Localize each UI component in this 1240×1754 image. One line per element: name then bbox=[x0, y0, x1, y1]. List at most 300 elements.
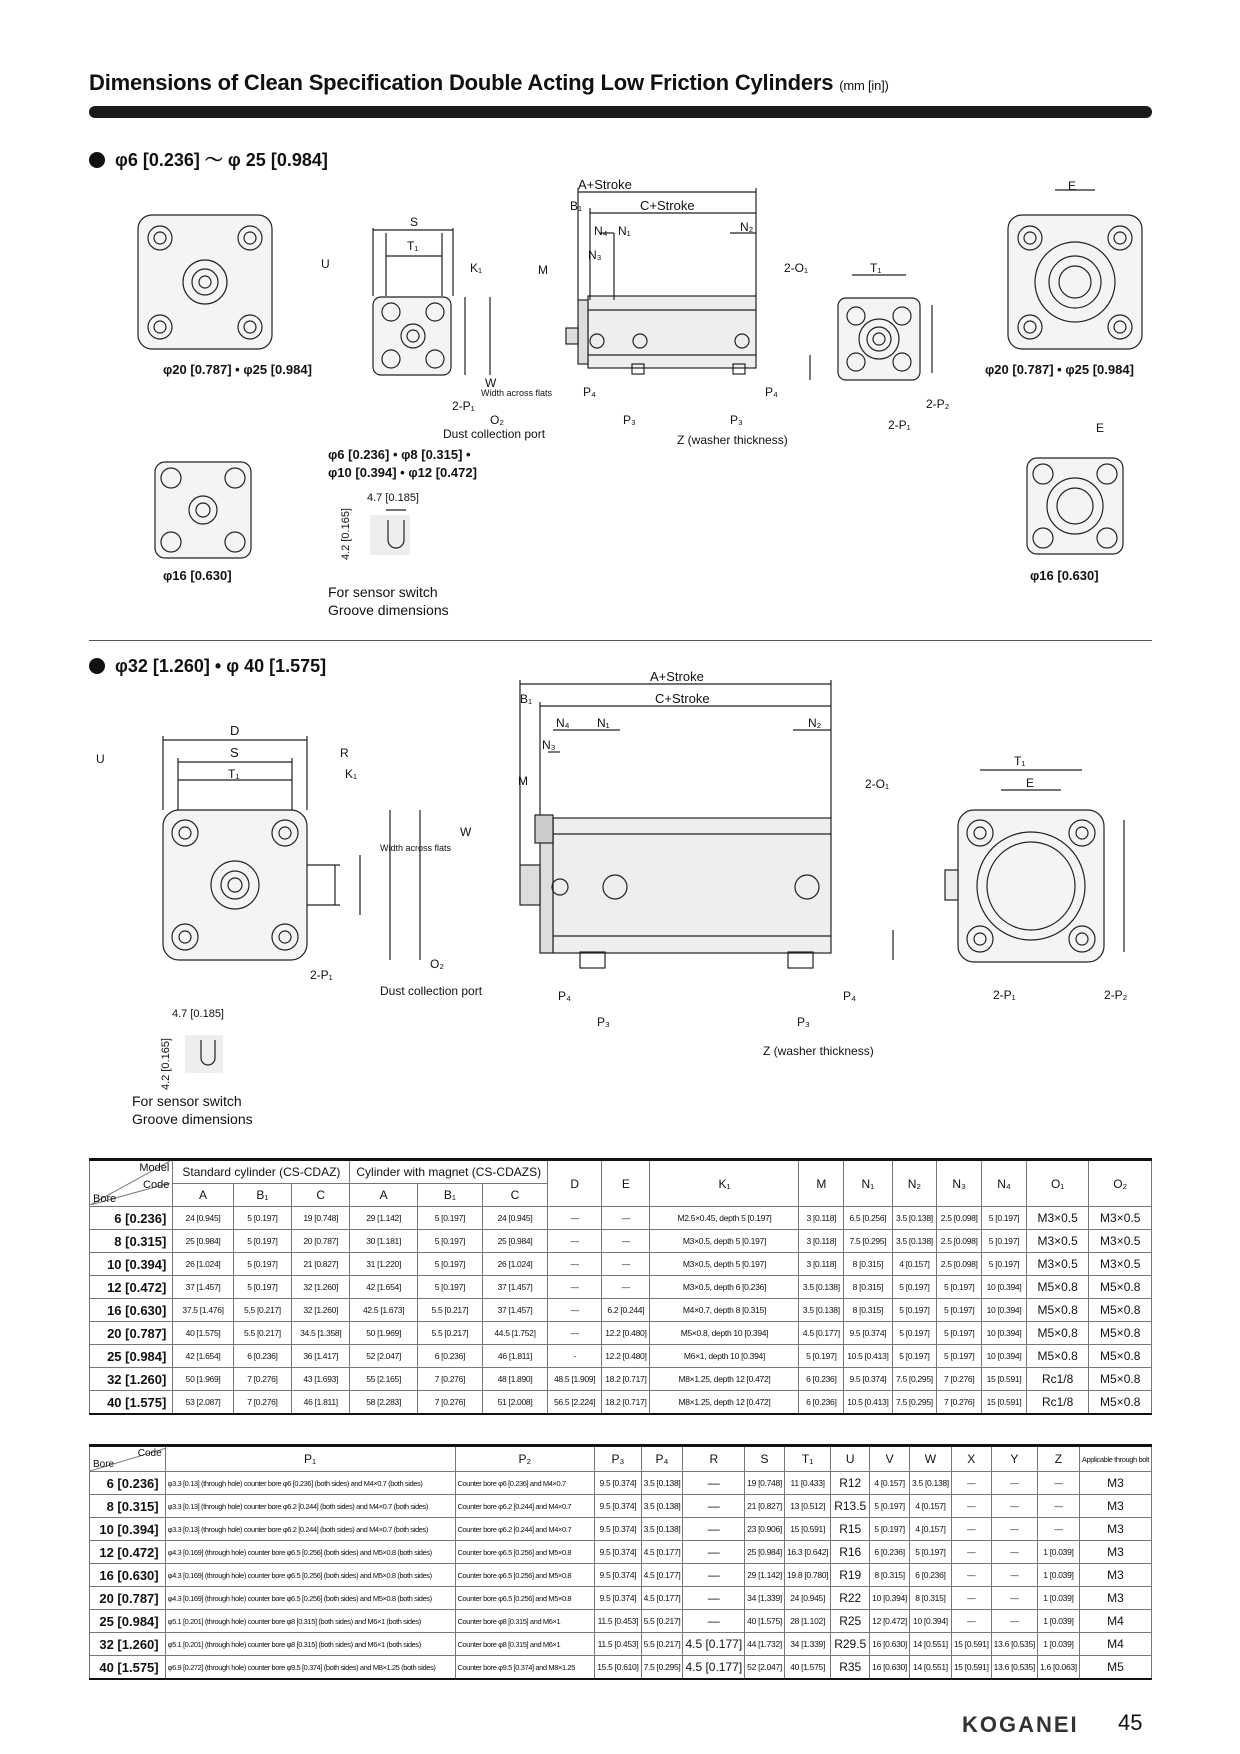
table-cell: — bbox=[991, 1610, 1037, 1633]
bore-cell: 10 [0.394] bbox=[90, 1253, 173, 1276]
table-cell: 18.2 [0.717] bbox=[602, 1391, 650, 1415]
table-cell: Rc1/8 bbox=[1026, 1391, 1089, 1415]
table-cell: 7 [0.276] bbox=[937, 1391, 982, 1415]
svg-text:P₃: P₃ bbox=[623, 413, 636, 427]
table-cell: 23 [0.906] bbox=[745, 1518, 785, 1541]
header-cell: S bbox=[745, 1446, 785, 1472]
table-cell: Counter bore φ6.5 [0.256] and M5×0.8 bbox=[455, 1564, 595, 1587]
table-cell: 5 [0.197] bbox=[233, 1276, 291, 1299]
table-cell: M4 bbox=[1079, 1610, 1151, 1633]
width-flats-label-2: Width across flats bbox=[380, 843, 452, 853]
table-cell: — bbox=[548, 1230, 602, 1253]
table-cell: M3×0.5 bbox=[1026, 1207, 1089, 1230]
table-cell: 5 [0.197] bbox=[233, 1253, 291, 1276]
bore-cell: 16 [0.630] bbox=[90, 1299, 173, 1322]
table-cell: — bbox=[951, 1610, 991, 1633]
table-cell: M3 bbox=[1079, 1495, 1151, 1518]
svg-text:B₁: B₁ bbox=[570, 199, 583, 213]
table-cell: 5 [0.197] bbox=[937, 1276, 982, 1299]
bore-cell: 8 [0.315] bbox=[90, 1230, 173, 1253]
svg-text:M: M bbox=[518, 774, 528, 788]
table-cell: Counter bore φ6.2 [0.244] and M4×0.7 bbox=[455, 1518, 595, 1541]
table-cell: 6.2 [0.244] bbox=[602, 1299, 650, 1322]
bore-cell: 40 [1.575] bbox=[90, 1391, 173, 1415]
table-cell: 9.5 [0.374] bbox=[844, 1368, 892, 1391]
table-cell: 2.5 [0.098] bbox=[937, 1207, 982, 1230]
header-cell: Applicable through bolt bbox=[1079, 1446, 1151, 1472]
table-cell: 11.5 [0.453] bbox=[595, 1610, 641, 1633]
dust-port-label-1: Dust collection port bbox=[443, 427, 546, 441]
svg-text:S: S bbox=[410, 215, 419, 229]
table-cell: 3.5 [0.138] bbox=[641, 1518, 683, 1541]
table-cell: 13.6 [0.535] bbox=[991, 1656, 1037, 1680]
table-cell: 6 [0.236] bbox=[799, 1368, 844, 1391]
table-cell: — bbox=[951, 1518, 991, 1541]
table-cell: M4×0.7, depth 8 [0.315] bbox=[650, 1299, 799, 1322]
table-cell: 21 [0.827] bbox=[292, 1253, 350, 1276]
table-cell: 40 [1.575] bbox=[784, 1656, 830, 1680]
table-cell: 10.5 [0.413] bbox=[844, 1391, 892, 1415]
bore-cell: 25 [0.984] bbox=[90, 1345, 173, 1368]
table-cell: 32 [1.260] bbox=[292, 1299, 350, 1322]
table-cell: 58 [2.283] bbox=[350, 1391, 417, 1415]
table-cell: 8 [0.315] bbox=[844, 1276, 892, 1299]
table-cell: — bbox=[951, 1564, 991, 1587]
dimensions-table-2 bbox=[89, 1444, 1152, 1680]
table-cell: 42 [1.654] bbox=[173, 1345, 233, 1368]
header-cell: P₄ bbox=[641, 1446, 683, 1472]
table-cell: 9.5 [0.374] bbox=[595, 1587, 641, 1610]
table-cell: R25 bbox=[831, 1610, 870, 1633]
table-cell: 25 [0.984] bbox=[173, 1230, 233, 1253]
table-cell: 6.5 [0.256] bbox=[844, 1207, 892, 1230]
table-cell: 16 [0.630] bbox=[870, 1656, 910, 1680]
table-cell: 5 [0.197] bbox=[417, 1276, 482, 1299]
table-cell: 44.5 [1.752] bbox=[482, 1322, 547, 1345]
unit-note: (mm [in]) bbox=[839, 78, 889, 93]
table-cell: 10 [0.394] bbox=[982, 1345, 1027, 1368]
table-cell: 20 [0.787] bbox=[292, 1230, 350, 1253]
svg-text:O₂: O₂ bbox=[430, 957, 444, 971]
header-cell: C bbox=[292, 1184, 350, 1207]
table-cell: 11.5 [0.453] bbox=[595, 1633, 641, 1656]
dust-port-label-2: Dust collection port bbox=[380, 984, 483, 998]
table-cell: — bbox=[991, 1518, 1037, 1541]
table-cell: — bbox=[548, 1322, 602, 1345]
table-cell: 5 [0.197] bbox=[909, 1541, 951, 1564]
table-cell: 3.5 [0.138] bbox=[641, 1472, 683, 1495]
table-cell: 3.5 [0.138] bbox=[799, 1299, 844, 1322]
washer-label-2: Z (washer thickness) bbox=[763, 1044, 874, 1058]
table-cell: 6 [0.236] bbox=[870, 1541, 910, 1564]
table-cell: — bbox=[683, 1472, 745, 1495]
groove-height-1: 4.2 [0.165] bbox=[340, 508, 352, 560]
table-cell: 53 [2.087] bbox=[173, 1391, 233, 1415]
svg-text:P₄: P₄ bbox=[765, 385, 778, 399]
table-cell: M3×0.5 bbox=[1026, 1230, 1089, 1253]
svg-text:N₃: N₃ bbox=[542, 738, 556, 752]
table-cell: 34 [1.339] bbox=[784, 1633, 830, 1656]
table-cell: 25 [0.984] bbox=[745, 1541, 785, 1564]
table-cell: φ4.3 [0.169] (through hole) counter bore φ6.5 [0.256] (both sides) and M5×0.8 (both sides) bbox=[165, 1564, 455, 1587]
table-cell: 15 [0.591] bbox=[982, 1368, 1027, 1391]
table-cell: 32 [1.260] bbox=[292, 1276, 350, 1299]
table-cell: 11 [0.433] bbox=[784, 1472, 830, 1495]
table-row bbox=[90, 1472, 1152, 1495]
table-cell: 29 [1.142] bbox=[745, 1564, 785, 1587]
header-cell: M bbox=[799, 1160, 844, 1207]
header-cell: Z bbox=[1037, 1446, 1079, 1472]
table-cell: M5×0.8 bbox=[1089, 1345, 1152, 1368]
brand-logo: KOGANEI bbox=[962, 1712, 1079, 1737]
table-cell: 10 [0.394] bbox=[982, 1299, 1027, 1322]
table-cell: φ4.3 [0.169] (through hole) counter bore φ6.5 [0.256] (both sides) and M5×0.8 (both sides) bbox=[165, 1587, 455, 1610]
table-cell: — bbox=[991, 1564, 1037, 1587]
end-view-left-square bbox=[138, 215, 272, 349]
table-cell: 6 [0.236] bbox=[417, 1345, 482, 1368]
table-cell: 5 [0.197] bbox=[982, 1230, 1027, 1253]
table-cell: 4 [0.157] bbox=[909, 1518, 951, 1541]
svg-text:N₁: N₁ bbox=[618, 224, 631, 238]
table-cell: 9.5 [0.374] bbox=[844, 1322, 892, 1345]
table-cell: M5×0.8 bbox=[1026, 1276, 1089, 1299]
table-cell: 7 [0.276] bbox=[233, 1391, 291, 1415]
table-cell: 5 [0.197] bbox=[417, 1207, 482, 1230]
table-cell: — bbox=[991, 1587, 1037, 1610]
washer-label-1: Z (washer thickness) bbox=[677, 433, 788, 447]
table-cell: 37 [1.457] bbox=[173, 1276, 233, 1299]
table-cell: 48 [1.890] bbox=[482, 1368, 547, 1391]
table-cell: φ3.3 [0.13] (through hole) counter bore φ6 [0.236] (both sides) and M4×0.7 (both sides) bbox=[165, 1472, 455, 1495]
svg-text:N₄: N₄ bbox=[594, 224, 608, 238]
svg-text:2-P₁: 2-P₁ bbox=[993, 988, 1016, 1002]
table-cell: 7 [0.276] bbox=[937, 1368, 982, 1391]
table-cell: 4 [0.157] bbox=[892, 1253, 937, 1276]
table-cell: 8 [0.315] bbox=[870, 1564, 910, 1587]
table-cell: 14 [0.551] bbox=[909, 1633, 951, 1656]
table-cell: 5 [0.197] bbox=[417, 1253, 482, 1276]
group-standard: Standard cylinder (CS-CDAZ) bbox=[173, 1160, 350, 1184]
table-cell: 5 [0.197] bbox=[982, 1253, 1027, 1276]
table-cell: — bbox=[951, 1472, 991, 1495]
table-cell: 40 [1.575] bbox=[173, 1322, 233, 1345]
header-cell: U bbox=[831, 1446, 870, 1472]
table-cell: 34 [1.339] bbox=[745, 1587, 785, 1610]
table-cell: 15.5 [0.610] bbox=[595, 1656, 641, 1680]
table-cell: 5 [0.197] bbox=[799, 1345, 844, 1368]
table-cell: 10 [0.394] bbox=[982, 1276, 1027, 1299]
table-cell: — bbox=[951, 1541, 991, 1564]
svg-text:P₄: P₄ bbox=[583, 385, 596, 399]
table-row bbox=[90, 1541, 1152, 1564]
table-cell: Counter bore φ6.2 [0.244] and M4×0.7 bbox=[455, 1495, 595, 1518]
svg-text:K₁: K₁ bbox=[470, 261, 483, 275]
table-cell: M3 bbox=[1079, 1541, 1151, 1564]
svg-text:N₂: N₂ bbox=[808, 716, 822, 730]
svg-text:N₄: N₄ bbox=[556, 716, 570, 730]
svg-text:A+Stroke: A+Stroke bbox=[650, 669, 704, 684]
header-cell: V bbox=[870, 1446, 910, 1472]
table-cell: 4.5 [0.177] bbox=[641, 1564, 683, 1587]
table-cell: 4.5 [0.177] bbox=[641, 1587, 683, 1610]
table-cell: 50 [1.969] bbox=[173, 1368, 233, 1391]
end-view-right-middle bbox=[838, 275, 932, 380]
table-cell: 40 [1.575] bbox=[745, 1610, 785, 1633]
svg-text:2-P₁: 2-P₁ bbox=[310, 968, 333, 982]
header-cell: N₂ bbox=[892, 1160, 937, 1207]
table-cell: M2.5×0.45, depth 5 [0.197] bbox=[650, 1207, 799, 1230]
table-cell: R29.5 bbox=[831, 1633, 870, 1656]
table-cell: 56.5 [2.224] bbox=[548, 1391, 602, 1415]
table-cell: 43 [1.693] bbox=[292, 1368, 350, 1391]
section1-drawings bbox=[0, 0, 1240, 640]
header-cell: P₃ bbox=[595, 1446, 641, 1472]
header-cell: P₁ bbox=[165, 1446, 455, 1472]
table-cell: 37 [1.457] bbox=[482, 1299, 547, 1322]
table-cell: — bbox=[1037, 1518, 1079, 1541]
svg-text:O₂: O₂ bbox=[490, 413, 504, 427]
table-cell: — bbox=[991, 1495, 1037, 1518]
table-cell: 5 [0.197] bbox=[892, 1322, 937, 1345]
table-row bbox=[90, 1276, 1152, 1299]
table-cell: 37.5 [1.476] bbox=[173, 1299, 233, 1322]
table-cell: 18.2 [0.717] bbox=[602, 1368, 650, 1391]
groove-width-1: 4.7 [0.185] bbox=[367, 492, 419, 504]
table-cell: 1 [0.039] bbox=[1037, 1587, 1079, 1610]
table-cell: 50 [1.969] bbox=[350, 1322, 417, 1345]
table-cell: R22 bbox=[831, 1587, 870, 1610]
header-cell: E bbox=[602, 1160, 650, 1207]
table-cell: 5 [0.197] bbox=[892, 1276, 937, 1299]
table-cell: 55 [2.165] bbox=[350, 1368, 417, 1391]
table-cell: 15 [0.591] bbox=[951, 1656, 991, 1680]
svg-text:U: U bbox=[96, 752, 105, 766]
header-cell: B₁ bbox=[233, 1184, 291, 1207]
table-cell: 5.5 [0.217] bbox=[641, 1610, 683, 1633]
table-cell: 6 [0.236] bbox=[909, 1564, 951, 1587]
table-cell: M5×0.8 bbox=[1089, 1322, 1152, 1345]
table-cell: 4.5 [0.177] bbox=[799, 1322, 844, 1345]
table-cell: 26 [1.024] bbox=[173, 1253, 233, 1276]
header-cell: X bbox=[951, 1446, 991, 1472]
table-cell: 1 [0.039] bbox=[1037, 1610, 1079, 1633]
svg-text:T₁: T₁ bbox=[407, 239, 419, 253]
table-cell: 13.6 [0.535] bbox=[991, 1633, 1037, 1656]
end-view-right-small bbox=[1027, 458, 1123, 554]
table-cell: 6 [0.236] bbox=[799, 1391, 844, 1415]
table-cell: 10.5 [0.413] bbox=[844, 1345, 892, 1368]
header-cell: K₁ bbox=[650, 1160, 799, 1207]
svg-text:P₃: P₃ bbox=[797, 1015, 810, 1029]
table-cell: φ6.9 [0.272] (through hole) counter bore φ9.5 [0.374] (both sides) and M8×1.25 (both sides) bbox=[165, 1656, 455, 1680]
table-cell: 9.5 [0.374] bbox=[595, 1518, 641, 1541]
table-cell: — bbox=[683, 1495, 745, 1518]
svg-text:2-O₁: 2-O₁ bbox=[865, 777, 890, 791]
side-view-s2 bbox=[520, 680, 893, 968]
table-cell: M6×1, depth 10 [0.394] bbox=[650, 1345, 799, 1368]
table-row bbox=[90, 1564, 1152, 1587]
table-cell: 5 [0.197] bbox=[233, 1207, 291, 1230]
table-cell: 10 [0.394] bbox=[870, 1587, 910, 1610]
table-cell: Counter bore φ8 [0.315] and M6×1 bbox=[455, 1633, 595, 1656]
groove-width-2: 4.7 [0.185] bbox=[172, 1008, 224, 1020]
table-cell: — bbox=[683, 1564, 745, 1587]
table-cell: 3 [0.118] bbox=[799, 1253, 844, 1276]
table-cell: 46 [1.811] bbox=[292, 1391, 350, 1415]
table-cell: M5 bbox=[1079, 1656, 1151, 1680]
header-cell: Y bbox=[991, 1446, 1037, 1472]
table-cell: 37 [1.457] bbox=[482, 1276, 547, 1299]
table-cell: 7.5 [0.295] bbox=[641, 1656, 683, 1680]
table-cell: 21 [0.827] bbox=[745, 1495, 785, 1518]
table-cell: Counter bore φ6.5 [0.256] and M5×0.8 bbox=[455, 1541, 595, 1564]
bore-cell: 12 [0.472] bbox=[90, 1541, 166, 1564]
table-row bbox=[90, 1495, 1152, 1518]
svg-text:E: E bbox=[1026, 776, 1035, 790]
table-cell: 8 [0.315] bbox=[909, 1587, 951, 1610]
end-view-middle bbox=[373, 228, 490, 375]
table-cell: 5.5 [0.217] bbox=[417, 1299, 482, 1322]
table-cell: M3×0.5 bbox=[1026, 1253, 1089, 1276]
table-cell: 16 [0.630] bbox=[870, 1633, 910, 1656]
table-cell: 9.5 [0.374] bbox=[595, 1472, 641, 1495]
table-cell: 26 [1.024] bbox=[482, 1253, 547, 1276]
svg-text:N₁: N₁ bbox=[597, 716, 610, 730]
label-right-square: φ20 [0.787] • φ25 [0.984] bbox=[985, 362, 1134, 377]
table-cell: 2.5 [0.098] bbox=[937, 1253, 982, 1276]
table-cell: φ3.3 [0.13] (through hole) counter bore φ6.2 [0.244] (both sides) and M4×0.7 (both sides) bbox=[165, 1518, 455, 1541]
table-cell: 9.5 [0.374] bbox=[595, 1541, 641, 1564]
table-cell: 8 [0.315] bbox=[844, 1253, 892, 1276]
table-cell: 5 [0.197] bbox=[233, 1230, 291, 1253]
table-cell: M5×0.8 bbox=[1026, 1345, 1089, 1368]
end-view-left-small bbox=[155, 462, 251, 558]
table-row bbox=[90, 1518, 1152, 1541]
table-cell: 9.5 [0.374] bbox=[595, 1495, 641, 1518]
table-cell: 5 [0.197] bbox=[937, 1322, 982, 1345]
table-cell: 24 [0.945] bbox=[482, 1207, 547, 1230]
table-cell: φ5.1 [0.201] (through hole) counter bore φ8 [0.315] (both sides) and M6×1 (both sides) bbox=[165, 1610, 455, 1633]
table-cell: 3.5 [0.138] bbox=[892, 1230, 937, 1253]
table-cell: 19 [0.748] bbox=[292, 1207, 350, 1230]
bore-cell: 12 [0.472] bbox=[90, 1276, 173, 1299]
table-cell: 7.5 [0.295] bbox=[844, 1230, 892, 1253]
table-cell: 15 [0.591] bbox=[784, 1518, 830, 1541]
table-cell: 7 [0.276] bbox=[417, 1368, 482, 1391]
table-cell: 52 [2.047] bbox=[745, 1656, 785, 1680]
table-cell: 7.5 [0.295] bbox=[892, 1368, 937, 1391]
table-cell: 5 [0.197] bbox=[870, 1518, 910, 1541]
table-cell: 5 [0.197] bbox=[892, 1345, 937, 1368]
table-cell: 25 [0.984] bbox=[482, 1230, 547, 1253]
table-cell: 28 [1.102] bbox=[784, 1610, 830, 1633]
svg-text:N₂: N₂ bbox=[740, 220, 754, 234]
bore-list-line2: φ10 [0.394] • φ12 [0.472] bbox=[328, 465, 477, 480]
table-cell: Rc1/8 bbox=[1026, 1368, 1089, 1391]
header-cell: W bbox=[909, 1446, 951, 1472]
table-cell: R19 bbox=[831, 1564, 870, 1587]
table-cell: - bbox=[548, 1345, 602, 1368]
svg-text:T₁: T₁ bbox=[228, 767, 240, 781]
header-cell: N₃ bbox=[937, 1160, 982, 1207]
table-cell: 5 [0.197] bbox=[937, 1299, 982, 1322]
table-cell: 36 [1.417] bbox=[292, 1345, 350, 1368]
svg-text:T₁: T₁ bbox=[870, 261, 882, 275]
svg-text:P₄: P₄ bbox=[558, 989, 571, 1003]
header-cell: N₁ bbox=[844, 1160, 892, 1207]
bore-cell: 40 [1.575] bbox=[90, 1656, 166, 1680]
bore-cell: 32 [1.260] bbox=[90, 1633, 166, 1656]
page-number: 45 bbox=[1118, 1710, 1143, 1735]
table-row bbox=[90, 1587, 1152, 1610]
table-row bbox=[90, 1345, 1152, 1368]
svg-text:R: R bbox=[340, 746, 349, 760]
table-cell: M5×0.8 bbox=[1026, 1322, 1089, 1345]
svg-text:T₁: T₁ bbox=[1014, 754, 1026, 768]
svg-text:U: U bbox=[321, 257, 330, 271]
label-right-small: φ16 [0.630] bbox=[1030, 568, 1099, 583]
table-cell: — bbox=[683, 1541, 745, 1564]
table-cell: M3 bbox=[1079, 1518, 1151, 1541]
table-cell: 48.5 [1.909] bbox=[548, 1368, 602, 1391]
table-cell: Counter bore φ9.5 [0.374] and M8×1.25 bbox=[455, 1656, 595, 1680]
table-cell: R15 bbox=[831, 1518, 870, 1541]
table-cell: 7.5 [0.295] bbox=[892, 1391, 937, 1415]
table-cell: 5.5 [0.217] bbox=[233, 1322, 291, 1345]
table-cell: — bbox=[683, 1518, 745, 1541]
table-cell: — bbox=[1037, 1472, 1079, 1495]
table-cell: 13 [0.512] bbox=[784, 1495, 830, 1518]
table-cell: φ4.3 [0.169] (through hole) counter bore φ6.5 [0.256] (both sides) and M5×0.8 (both sides) bbox=[165, 1541, 455, 1564]
table-cell: R35 bbox=[831, 1656, 870, 1680]
table-cell: 12.2 [0.480] bbox=[602, 1322, 650, 1345]
table-cell: — bbox=[602, 1230, 650, 1253]
table-cell: 4.5 [0.177] bbox=[683, 1633, 745, 1656]
table-cell: 3.5 [0.138] bbox=[892, 1207, 937, 1230]
table-cell: 1.6 [0.063] bbox=[1037, 1656, 1079, 1680]
table-cell: 42 [1.654] bbox=[350, 1276, 417, 1299]
table-cell: 24 [0.945] bbox=[784, 1587, 830, 1610]
table-cell: φ3.3 [0.13] (through hole) counter bore φ6.2 [0.244] (both sides) and M4×0.7 (both sides) bbox=[165, 1495, 455, 1518]
header-cell: A bbox=[350, 1184, 417, 1207]
table-row bbox=[90, 1207, 1152, 1230]
end-view-right-square bbox=[1008, 190, 1142, 349]
table-cell: M3 bbox=[1079, 1472, 1151, 1495]
table-cell: 24 [0.945] bbox=[173, 1207, 233, 1230]
section2-drawings bbox=[0, 640, 1240, 1140]
table-cell: M8×1.25, depth 12 [0.472] bbox=[650, 1368, 799, 1391]
table-cell: φ5.1 [0.201] (through hole) counter bore φ8 [0.315] (both sides) and M6×1 (both sides) bbox=[165, 1633, 455, 1656]
table-cell: M5×0.8 bbox=[1026, 1299, 1089, 1322]
table-cell: 5 [0.197] bbox=[417, 1230, 482, 1253]
section1-heading: φ6 [0.236] 〜 φ 25 [0.984] bbox=[89, 146, 328, 172]
table-cell: M5×0.8 bbox=[1089, 1391, 1152, 1415]
table-cell: Counter bore φ6.5 [0.256] and M5×0.8 bbox=[455, 1587, 595, 1610]
svg-text:2-P₂: 2-P₂ bbox=[1104, 988, 1128, 1002]
svg-text:W: W bbox=[485, 376, 497, 390]
side-view-cylinder bbox=[566, 188, 810, 380]
table-row bbox=[90, 1656, 1152, 1680]
bore-cell: 25 [0.984] bbox=[90, 1610, 166, 1633]
table-cell: 12.2 [0.480] bbox=[602, 1345, 650, 1368]
table-cell: 5 [0.197] bbox=[937, 1345, 982, 1368]
svg-text:P₃: P₃ bbox=[597, 1015, 610, 1029]
page-title: Dimensions of Clean Specification Double Acting Low Friction Cylinders (mm [in]) bbox=[89, 70, 889, 95]
bore-cell: 20 [0.787] bbox=[90, 1587, 166, 1610]
corner-cell: Code Bore bbox=[90, 1446, 166, 1472]
table-cell: 3.5 [0.138] bbox=[799, 1276, 844, 1299]
table-cell: 16.3 [0.642] bbox=[784, 1541, 830, 1564]
